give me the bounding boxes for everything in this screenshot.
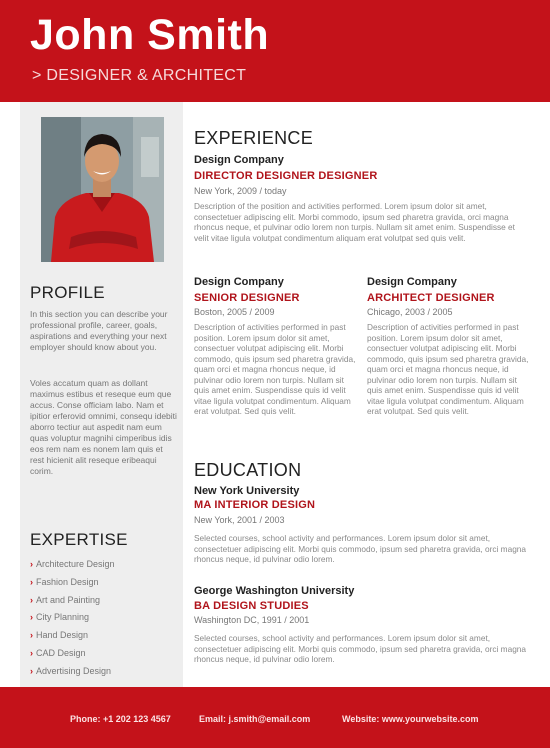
- education-heading: EDUCATION: [194, 460, 302, 480]
- footer-phone: Phone: +1 202 123 4567: [70, 714, 171, 724]
- candidate-name: John Smith: [30, 11, 270, 59]
- job-company: Design Company: [367, 276, 457, 288]
- expertise-heading: EXPERTISE: [30, 530, 128, 549]
- school-description: Selected courses, school activity and performances. Lorem ipsum dolor sit amet, consectetuer adipiscing elit. Morbi quis commodo, ipsum sed pharetra gravida, orci magna rhoncus neque, id pulvinar odio lorem.: [194, 633, 527, 664]
- school-name: New York University: [194, 485, 300, 497]
- list-item: › Advertising Design: [30, 665, 112, 676]
- sidebar: [20, 102, 183, 687]
- school-description: Selected courses, school activity and performances. Lorem ipsum dolor sit amet, consectetuer adipiscing elit. Morbi quis commodo, ipsum sed pharetra gravida, orci magna rhoncus neque, id pulvinar odio lorem.: [194, 533, 527, 564]
- school-degree: BA DESIGN STUDIES: [194, 600, 309, 612]
- list-item: › Architecture Design: [30, 559, 115, 569]
- list-item: › Hand Design: [30, 630, 89, 641]
- job-location: Chicago, 2003 / 2005: [367, 307, 453, 317]
- profile-heading: PROFILE: [30, 283, 105, 302]
- list-item: › Art and Painting: [30, 594, 101, 605]
- experience-heading: EXPERIENCE: [194, 128, 314, 148]
- school-name: George Washington University: [194, 585, 355, 597]
- job-description: Description of activities performed in past position. Lorem ipsum dolor sit amet, consectuer volutpat adipiscing elit. Morbi commodo, quis ipsum sed pharetra gravida, quam orci et magna rhoncus neque, id pulvinar odio lorem non turpis. Nullam sit quis amet enim. Suspendisse quis id velit vitae ligula volutpat condimentum. Aliquam erat volutpat. Sed quis velit.: [367, 322, 529, 416]
- chevron-right-icon: ›: [30, 594, 33, 605]
- expertise-list: [30, 558, 180, 683]
- footer-banner: [0, 687, 550, 748]
- list-item: › CAD Design: [30, 647, 86, 658]
- job-role: SENIOR DESIGNER: [194, 292, 300, 304]
- job-company: Design Company: [194, 276, 284, 288]
- job-location: New York, 2009 / today: [194, 186, 287, 196]
- job-role: ARCHITECT DESIGNER: [367, 292, 495, 304]
- job-role: DIRECTOR DESIGNER DESIGNER: [194, 170, 378, 182]
- job-description: Description of activities performed in past position. Lorem ipsum dolor sit amet, consectuer volutpat adipiscing elit. Morbi commodo, quis ipsum sed pharetra gravida, quam orci et magna rhoncus neque, id pulvinar odio lorem non turpis. Nullam sit quis amet enim. Suspendisse quis id velit vitae ligula volutpat condimentum. Aliquam erat volutpat. Sed quis velit.: [194, 322, 356, 416]
- chevron-right-icon: ›: [30, 576, 33, 587]
- school-degree: MA INTERIOR DESIGN: [194, 499, 316, 511]
- profile-photo: [41, 117, 164, 262]
- chevron-right-icon: ›: [30, 559, 33, 569]
- header-banner: [0, 0, 550, 102]
- job-company: Design Company: [194, 154, 284, 166]
- job-description: Description of the position and activities performed. Lorem ipsum dolor sit amet, consectetuer adipiscing elit. Morbi commodo, ipsum sed pharetra gravida, orci magna rhoncus neque, et pulvinar odio lorem non turpis. Nullam sit amet enim. Suspendisse et velit vitae ligula volutpat condimentum aliquam erat volutpat sed quis velit.: [194, 201, 515, 243]
- list-item: › Fashion Design: [30, 576, 99, 587]
- chevron-right-icon: ›: [30, 665, 33, 676]
- list-item: › City Planning: [30, 612, 90, 623]
- chevron-right-icon: ›: [30, 630, 33, 641]
- profile-photo-illustration: [41, 117, 164, 262]
- school-location: New York, 2001 / 2003: [194, 515, 285, 525]
- school-location: Washington DC, 1991 / 2001: [194, 615, 310, 625]
- footer-email[interactable]: Email: j.smith@email.com: [199, 714, 311, 724]
- candidate-tagline: > DESIGNER & ARCHITECT: [32, 67, 247, 84]
- profile-paragraph: Voles accatum quam as dollant maximus estibus et reseque eum que accus. Conse officiam labo. Nam et ipitior erferovid omnimi, consequ idebiti aborro tectiur aut aspedit nam eum quas voluptur magnihi cimperibus idis eos rem nam es nonem lam quis et rest hicienit alit reseque eribeaqui corim.: [30, 378, 177, 476]
- footer-website[interactable]: Website: www.yourwebsite.com: [342, 714, 479, 724]
- job-location: Boston, 2005 / 2009: [194, 307, 275, 317]
- chevron-right-icon: ›: [30, 612, 33, 623]
- profile-paragraph: In this section you can describe your professional profile, career, goals, aspirations and everything your next employer should know about you.: [30, 309, 168, 352]
- chevron-right-icon: ›: [30, 647, 33, 658]
